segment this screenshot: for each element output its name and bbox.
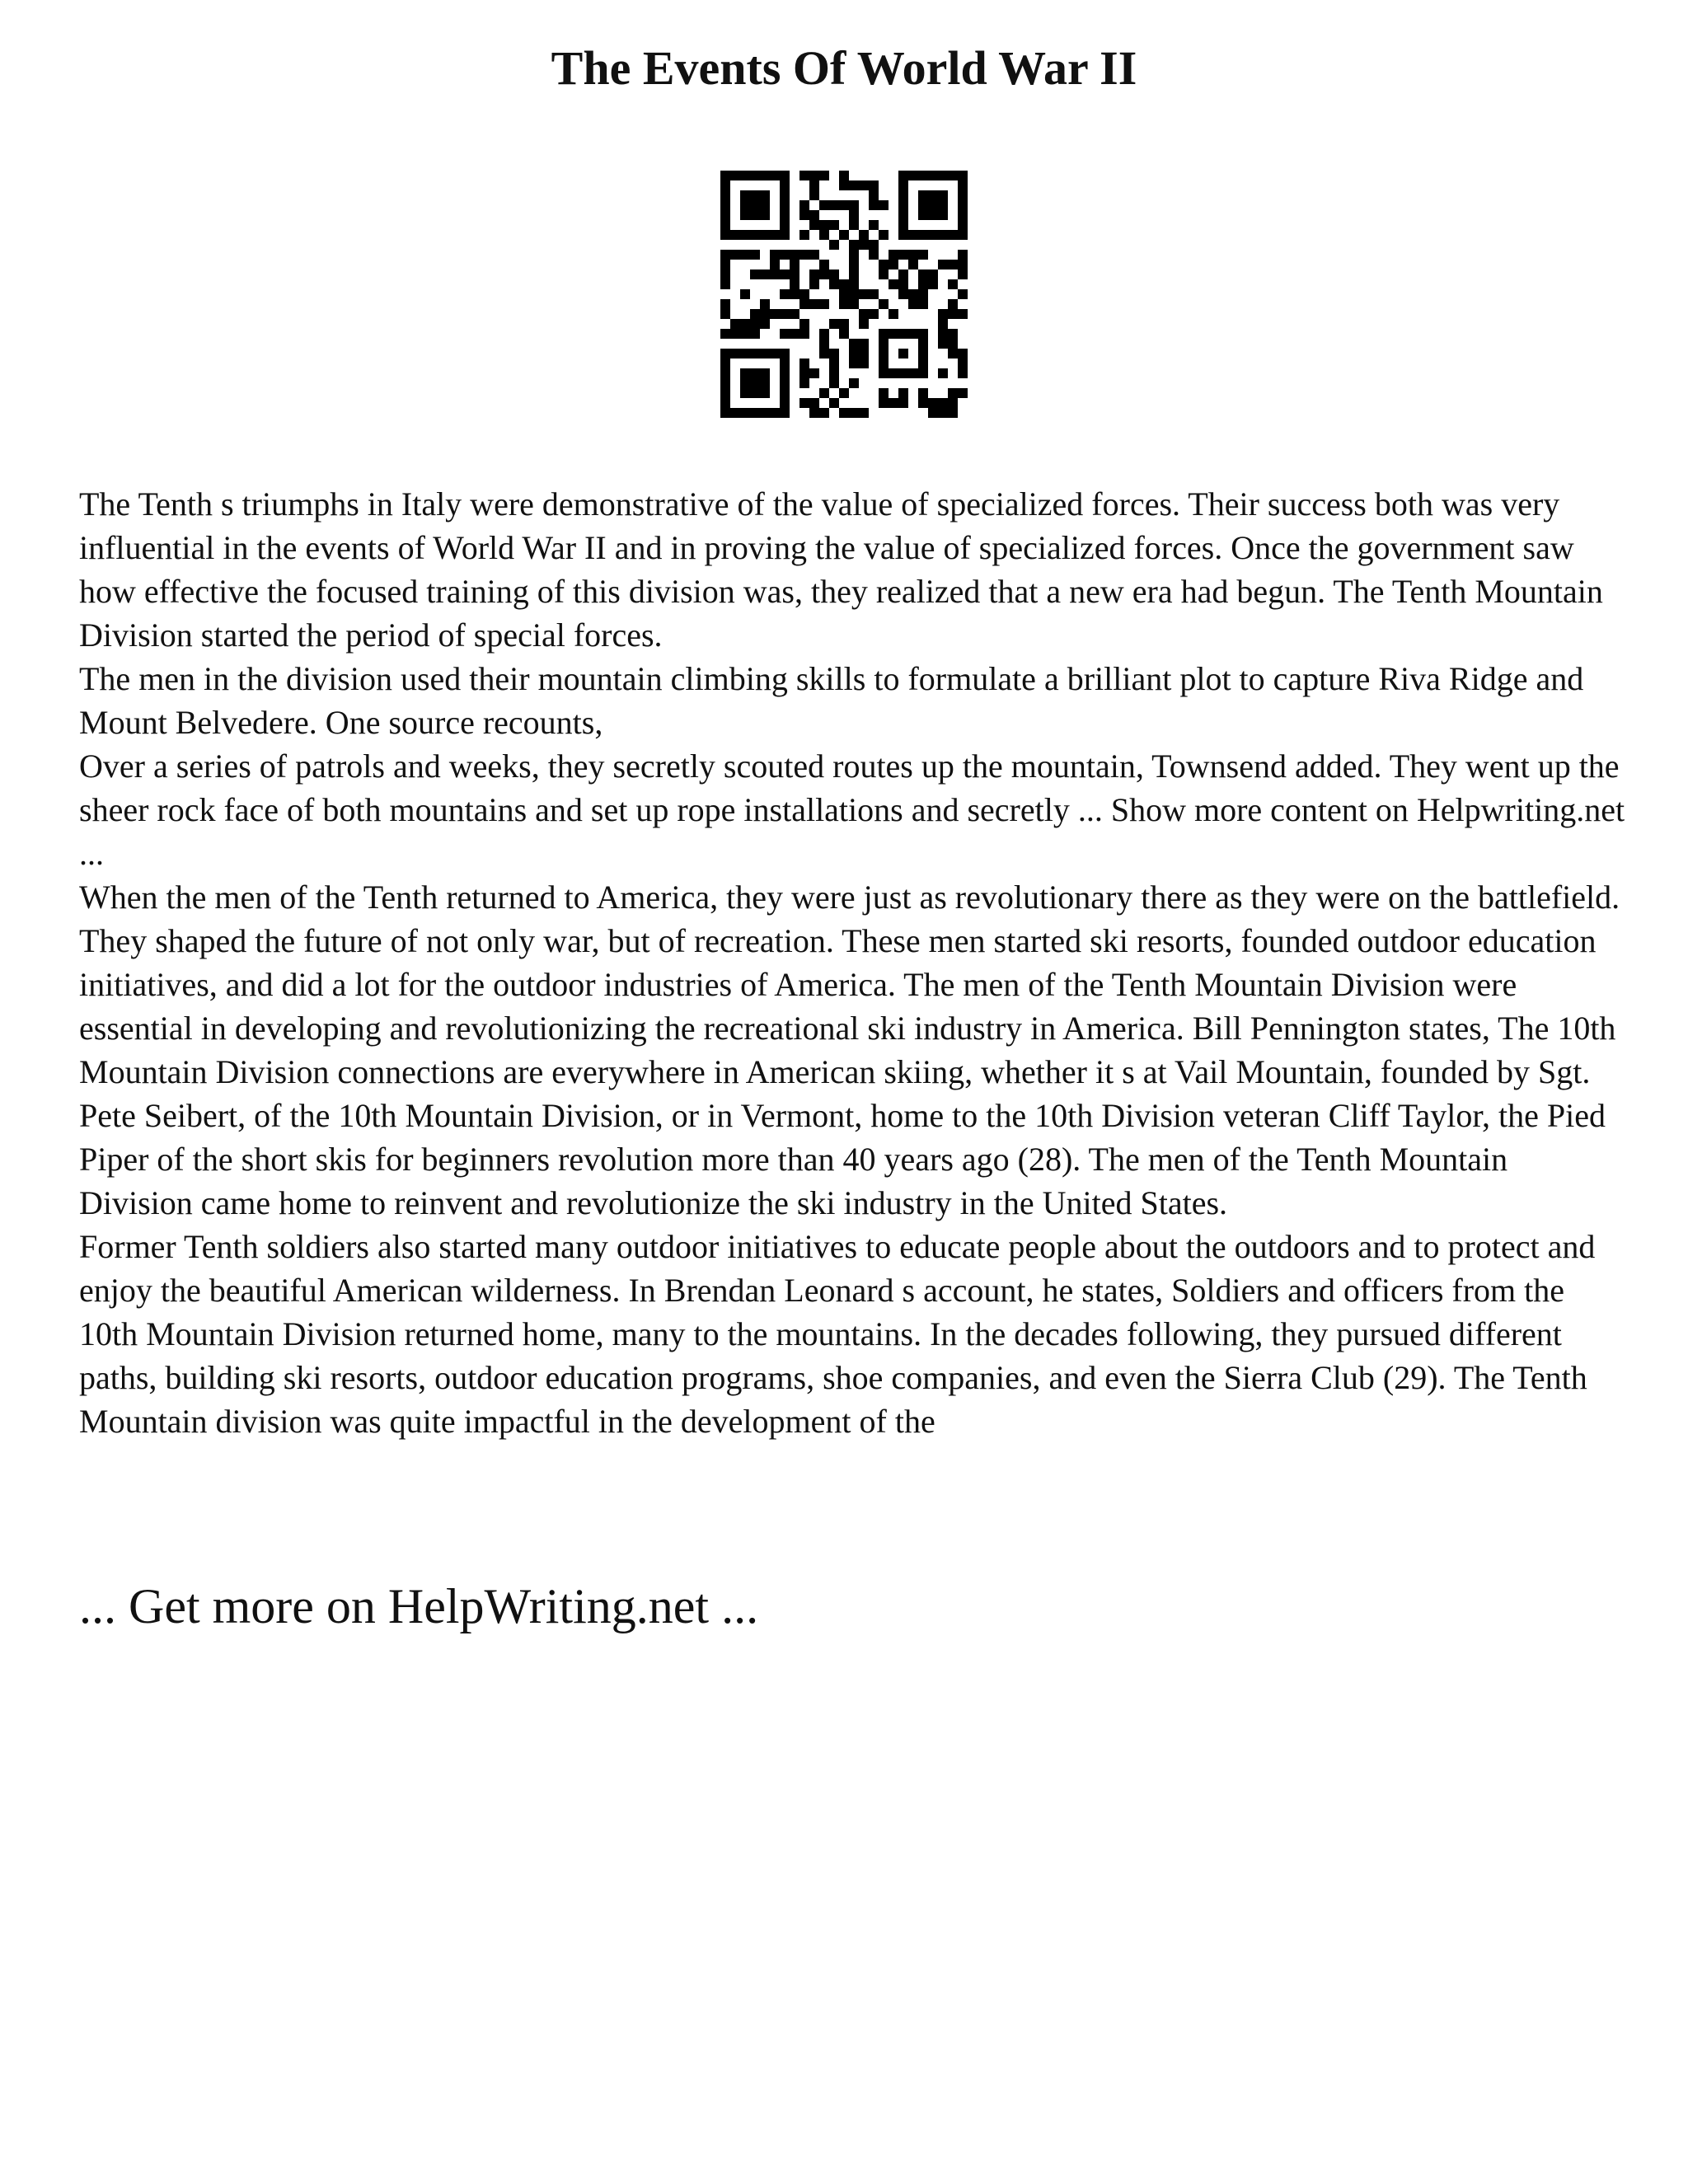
paragraph-2: The men in the division used their mountain climbing skills to formulate a brilliant plot to capture Riva Ridge and Mount Belvedere. One source recounts,	[79, 660, 1584, 741]
paragraph-1: The Tenth s triumphs in Italy were demonstrative of the value of specialized forces. Their success both was very influential in the events of World War II and in proving the value of specialized forces. Once the government saw how effective the focused training of this division was, they realized that a new era had begun. The Tenth Mountain Division started the period of special forces.	[79, 485, 1603, 654]
paragraph-5: Former Tenth soldiers also started many outdoor initiatives to educate people about the outdoors and to protect and enjoy the beautiful American wilderness. In Brendan Leonard s account, he states, Soldiers and officers from the 10th Mountain Division returned home, many to the mountains. In the decades following, they pursued different paths, building ski resorts, outdoor education programs, shoe companies, and even the Sierra Club (29). The Tenth Mountain division was quite impactful in the development of the	[79, 1228, 1596, 1440]
get-more-link[interactable]: ... Get more on HelpWriting.net ...	[79, 1579, 759, 1633]
page-title: The Events Of World War II	[551, 41, 1137, 95]
paragraph-4: When the men of the Tenth returned to America, they were just as revolutionary there as they were on the battlefield. They shaped the future of not only war, but of recreation. These men started ski resorts, founded outdoor education initiatives, and did a lot for the outdoor industries of America. The men of the Tenth Mountain Division were essential in developing and revolutionizing the recreational ski industry in America. Bill Pennington states, The 10th Mountain Division connections are everywhere in American skiing, whether it s at Vail Mountain, founded by Sgt. Pete Seibert, of the 10th Mountain Division, or in Vermont, home to the 10th Division veteran Cliff Taylor, the Pied Piper of the short skis for beginners revolution more than 40 years ago (28). The men of the Tenth Mountain Division came home to reinvent and revolutionize the ski industry in the United States.	[79, 879, 1620, 1221]
qr-code-icon	[720, 171, 968, 418]
paragraph-3: Over a series of patrols and weeks, they secretly scouted routes up the mountain, Townsend added. They went up the sheer rock face of both mountains and set up rope installations and secretly ... Show more content on Helpwriting.net ...	[79, 748, 1625, 872]
article-body	[79, 482, 1629, 1443]
